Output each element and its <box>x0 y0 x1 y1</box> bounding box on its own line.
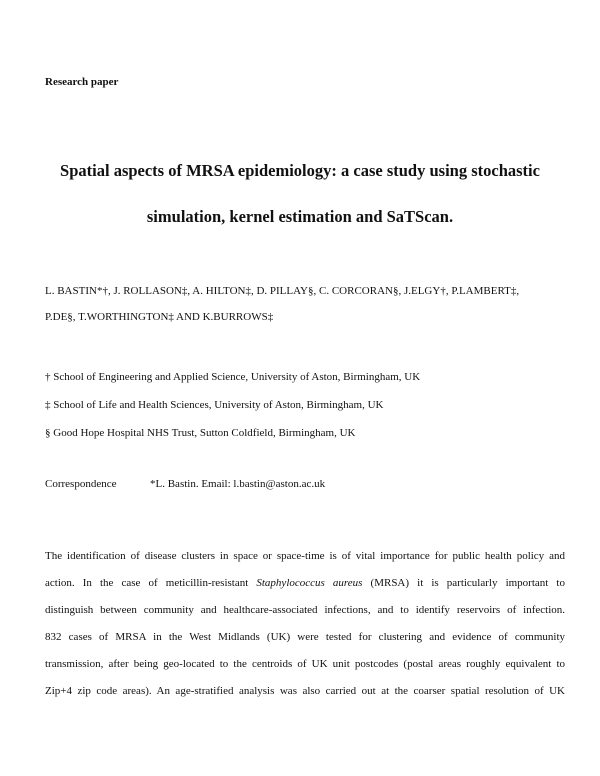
affiliation-good-hope-hospital: § Good Hope Hospital NHS Trust, Sutton Coldfield, Birmingham, UK <box>45 427 356 439</box>
paper-title <box>30 148 570 240</box>
author-list <box>45 278 565 330</box>
abstract-text: 832 cases of MRSA in the West Midlands (UK) were tested for clustering and evidence of community <box>45 631 565 643</box>
abstract-line-1 <box>45 543 565 570</box>
abstract-line-2-text <box>45 577 565 589</box>
abstract-text: (MRSA) it is particularly important to <box>362 577 565 589</box>
species-name: Staphylococcus aureus <box>256 577 363 589</box>
abstract-text: distinguish between community and healthcare-associated infections, and to identify reservoirs of infection. <box>45 604 565 616</box>
abstract-line-3 <box>45 597 565 624</box>
abstract-text: The identification of disease clusters in space or space-time is of vital importance for public health policy and <box>45 550 565 562</box>
correspondence <box>45 478 325 490</box>
abstract-line-6 <box>45 678 565 705</box>
correspondence-email: *L. Bastin. Email: l.bastin@aston.ac.uk <box>150 478 326 490</box>
abstract-line-2 <box>45 570 565 597</box>
abstract-text: action. In the case of meticillin-resistant <box>45 577 257 589</box>
correspondence-label: Correspondence <box>45 478 117 490</box>
author-line-2: P.DE§, T.WORTHINGTON‡ AND K.BURROWS‡ <box>45 311 274 323</box>
affiliation-list <box>45 363 565 447</box>
affiliation-aston-life-health: ‡ School of Life and Health Sciences, University of Aston, Birmingham, UK <box>45 399 384 411</box>
abstract-line-5 <box>45 651 565 678</box>
title-line-1: Spatial aspects of MRSA epidemiology: a case study using stochastic <box>60 161 540 180</box>
abstract-line-4 <box>45 624 565 651</box>
author-line-1: L. BASTIN*†, J. ROLLASON‡, A. HILTON‡, D. PILLAY§, C. CORCORAN§, J.ELGY†, P.LAMBERT‡, <box>45 285 520 297</box>
abstract-text: transmission, after being geo-located to the centroids of UK unit postcodes (postal areas roughly equivalent to <box>45 658 565 670</box>
title-line-2: simulation, kernel estimation and SaTScan. <box>146 207 454 226</box>
paper-type-label: Research paper <box>45 76 119 88</box>
abstract <box>45 543 565 705</box>
abstract-text: Zip+4 zip code areas). An age-stratified analysis was also carried out at the coarser spatial resolution of UK <box>45 685 565 697</box>
affiliation-aston-engineering: † School of Engineering and Applied Science, University of Aston, Birmingham, UK <box>45 371 421 383</box>
